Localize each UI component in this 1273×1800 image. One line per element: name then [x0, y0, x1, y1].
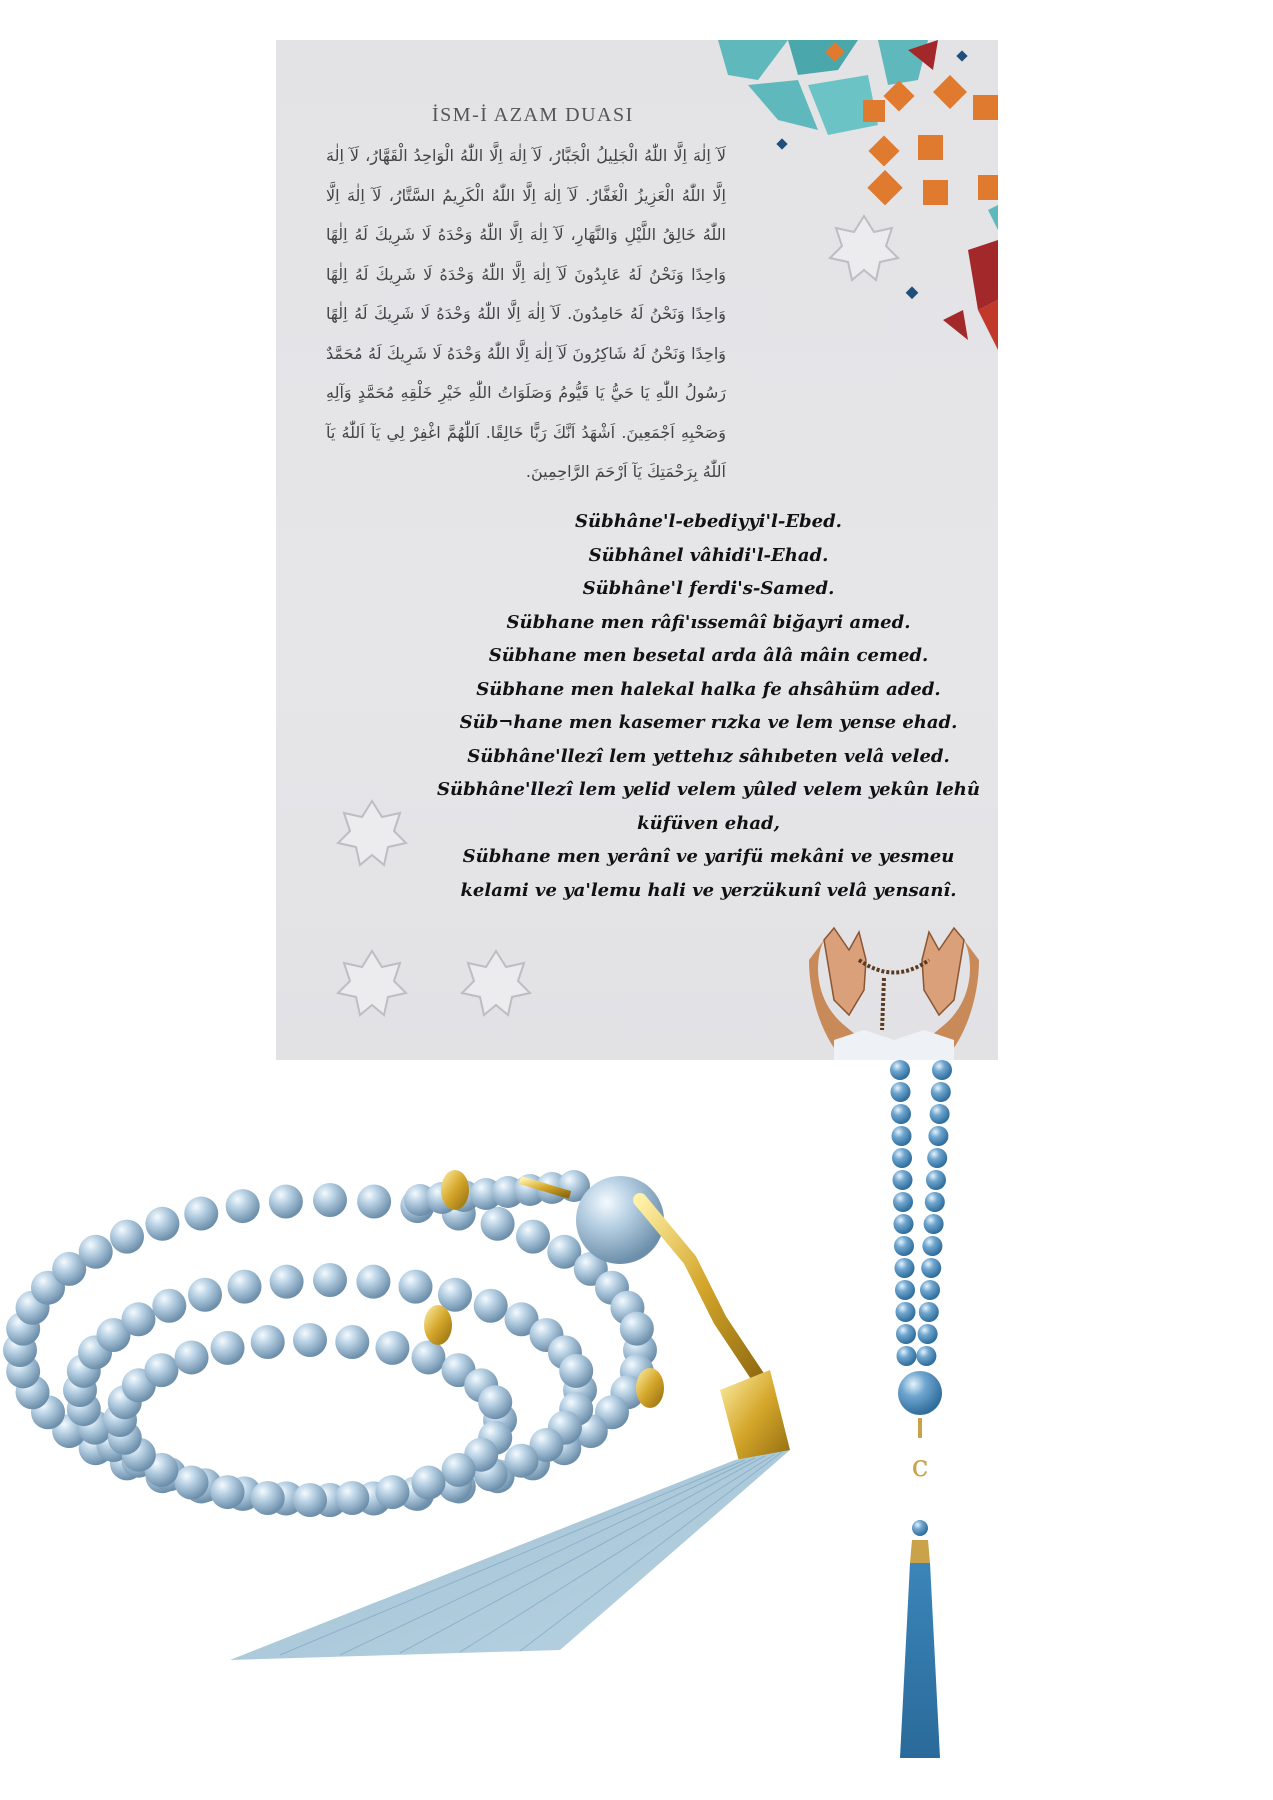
bead: [270, 1265, 304, 1299]
transliteration-line: Sübhane men besetal arda âlâ mâin cemed.: [488, 645, 929, 666]
prayer-card: [276, 40, 998, 1060]
bead: [226, 1189, 260, 1223]
bead: [293, 1483, 327, 1517]
bead: [559, 1354, 593, 1388]
bead: [932, 1060, 952, 1080]
bead: [891, 1082, 911, 1102]
hanging-prayer-beads-icon: [860, 1058, 980, 1798]
bead: [188, 1278, 222, 1312]
bead: [293, 1323, 327, 1357]
bead: [481, 1207, 515, 1241]
bead: [919, 1302, 939, 1322]
bead: [890, 1060, 910, 1080]
bead: [925, 1192, 945, 1212]
bead: [931, 1082, 951, 1102]
transliteration-line: Sübhânel vâhidi'l-Ehad.: [588, 544, 829, 566]
transliteration-line: Sübhâne'l ferdi's-Samed.: [582, 578, 835, 599]
bead: [620, 1312, 654, 1346]
bead: [891, 1104, 911, 1124]
svg-text:c: c: [911, 1449, 929, 1484]
bead: [893, 1170, 913, 1190]
bead: [251, 1325, 285, 1359]
bead: [892, 1148, 912, 1168]
bead: [893, 1192, 913, 1212]
transliteration-line: Sübhane men yerânî ve yarifü mekâni ve yesmeu kelami ve ya'lemu hali ve yerzükunî velâ yensanî.: [460, 846, 957, 901]
prayer-beads-icon: [0, 1120, 860, 1680]
bead: [227, 1270, 261, 1304]
bead: [505, 1444, 539, 1478]
eight-point-star-icon: [824, 210, 904, 290]
transliteration-line: Sübhâne'llezî lem yelid velem yûled velem yekûn lehû küfüven ehad,: [437, 779, 980, 834]
bead: [313, 1183, 347, 1217]
bead: [357, 1185, 391, 1219]
bead: [175, 1340, 209, 1374]
transliteration-line: Sübhâne'l-ebediyyi'l-Ebed.: [575, 511, 842, 532]
bead: [896, 1302, 916, 1322]
bead: [920, 1280, 940, 1300]
transliteration-line: Sübhâne'llezî lem yettehız sâhıbeten velâ veled.: [467, 745, 950, 767]
bead: [375, 1331, 409, 1365]
eight-point-star-icon: [456, 945, 536, 1025]
bead: [399, 1270, 433, 1304]
transliteration-line: Sübhane men râfi'ıssemâî biğayri amed.: [506, 611, 911, 633]
bead: [313, 1263, 347, 1297]
bead: [110, 1220, 144, 1254]
bead: [79, 1235, 113, 1269]
bead: [211, 1475, 245, 1509]
transliteration-line: Sübhane men halekal halka fe ahsâhüm aded.: [476, 678, 941, 700]
bead: [478, 1385, 512, 1419]
bead: [892, 1126, 912, 1146]
bead: [924, 1214, 944, 1234]
bead: [175, 1466, 209, 1500]
bead: [211, 1331, 245, 1365]
bead: [930, 1104, 950, 1124]
prayer-title: İSM-İ AZAM DUASI: [432, 104, 634, 126]
eight-point-star-icon: [332, 945, 412, 1025]
bead: [375, 1475, 409, 1509]
bead: [411, 1466, 445, 1500]
geometric-pattern-icon: [678, 40, 998, 360]
bead: [894, 1214, 914, 1234]
bead: [251, 1481, 285, 1515]
bead: [152, 1289, 186, 1323]
transliteration-block: [431, 505, 986, 907]
eight-point-star-icon: [332, 795, 412, 875]
bead: [335, 1325, 369, 1359]
bead: [897, 1346, 917, 1366]
arabic-prayer-text: لَآ اِلٰهَ اِلَّا اللّٰهُ الْجَلِيلُ الْجَبَّارُ، لَآ اِلٰهَ اِلَّا اللّٰهُ الْوَاحِدُ الْقَهَّارُ، لَآ اِلٰهَ اِلَّا اللّٰهُ الْعَزِيزُ الْغَفَّارُ. لَآ اِلٰهَ اِلَّا اللّٰهُ الْكَرِيمُ السَّتَّارُ، لَآ اِلٰهَ اِلَّا اللّٰهُ خَالِقُ اللَّيْلِ وَالنَّهَارِ، لَآ اِلٰهَ اِلَّا اللّٰهُ وَحْدَهُ لَا شَرِيكَ لَهُ اِلٰهًا وَاحِدًا وَنَحْنُ لَهُ عَابِدُونَ لَآ اِلٰهَ اِلَّا اللّٰهُ وَحْدَهُ لَا شَرِيكَ لَهُ اِلٰهًا وَاحِدًا وَنَحْنُ لَهُ حَامِدُونَ. لَآ اِلٰهَ اِلَّا اللّٰهُ وَحْدَهُ لَا شَرِيكَ لَهُ اِلٰهًا وَاحِدًا وَنَحْنُ لَهُ شَاكِرُونَ لَآ اِلٰهَ اِلَّا اللّٰهُ وَحْدَهُ لَا شَرِيكَ لَهُ مُحَمَّدٌ رَسُولُ اللّٰهِ يَا حَيُّ يَا قَيُّومُ وَصَلَوَاتُ اللّٰهِ خَيْرِ خَلْقِهِ مُحَمَّدٍ وَآلِهِ وَصَحْبِهِ اَجْمَعِينَ. اَشْهَدُ اَنَّكَ رَبًّا خَالِقًا. اَللّٰهُمَّ اغْفِرْ لِي يَآ اَللّٰهُ يَآ اَللّٰهُ بِرَحْمَتِكَ يَآ اَرْحَمَ الرَّاحِمِينَ.: [326, 146, 726, 481]
bead: [921, 1258, 941, 1278]
bead: [928, 1126, 948, 1146]
bead: [894, 1236, 914, 1256]
bead: [145, 1207, 179, 1241]
bead: [516, 1220, 550, 1254]
bead: [335, 1481, 369, 1515]
bead: [895, 1258, 915, 1278]
bead: [922, 1236, 942, 1256]
transliteration-line: Süb¬hane men kasemer rızka ve lem yense ehad.: [459, 712, 958, 733]
bead: [926, 1170, 946, 1190]
bead: [474, 1289, 508, 1323]
bead: [896, 1324, 916, 1344]
bead: [121, 1302, 155, 1336]
bead: [916, 1346, 936, 1366]
bead: [269, 1185, 303, 1219]
bead: [356, 1265, 390, 1299]
bead: [895, 1280, 915, 1300]
bead: [411, 1340, 445, 1374]
bead: [442, 1453, 476, 1487]
praying-hands-icon: [804, 920, 984, 1060]
bead: [918, 1324, 938, 1344]
bead: [184, 1197, 218, 1231]
bead: [927, 1148, 947, 1168]
bead: [144, 1353, 178, 1387]
